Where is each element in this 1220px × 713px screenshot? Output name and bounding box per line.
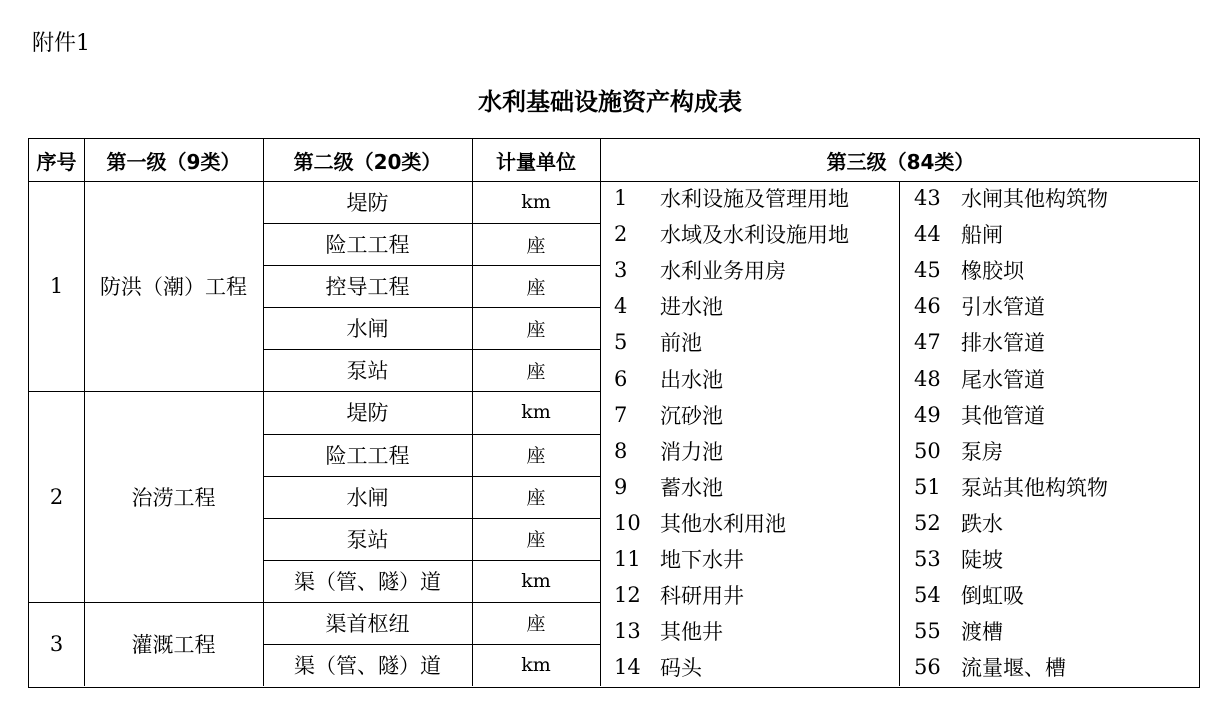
level3-number: 6 [614,366,628,391]
level3-number: 14 [614,655,641,680]
level3-name: 水闸其他构筑物 [961,187,1108,211]
level3-item [914,433,1003,469]
level2-name: 渠（管、隧）道 [294,653,441,678]
level3-item [914,216,1003,252]
level3-number: 44 [914,222,941,247]
level3-number: 45 [914,258,941,283]
level3-item [614,577,744,613]
level2-name: 水闸 [346,317,389,342]
level3-name: 引水管道 [961,295,1045,320]
table-horizontal-rule [263,518,600,519]
header-unit: 计量单位 [496,149,576,174]
level3-item [914,361,1045,397]
level2-name: 堤防 [346,401,389,426]
level3-name: 其他管道 [961,403,1045,428]
level3-name: 倒虹吸 [961,584,1024,609]
group-seq: 1 [49,274,64,299]
level2-name: 渠（管、隧）道 [294,569,441,594]
level3-item [914,397,1045,433]
level3-name: 泵站其他构筑物 [961,475,1108,500]
level3-number: 56 [914,655,941,680]
level3-name: 泵房 [961,439,1003,464]
group-level1-name: 灌溉工程 [131,632,216,657]
level3-name: 沉砂池 [660,403,723,428]
level3-name: 蓄水池 [660,475,723,500]
level3-number: 5 [614,330,628,355]
level3-name: 水域及水利设施用地 [660,223,849,248]
level3-name: 橡胶坝 [961,259,1024,284]
level3-name: 进水池 [660,295,723,320]
level3-number: 11 [614,547,641,571]
level3-number: 55 [914,619,941,644]
level3-name: 科研用井 [660,584,744,609]
level3-number: 46 [914,294,941,319]
level3-number: 49 [914,402,941,427]
level3-number: 47 [914,330,941,355]
unit-value: 座 [526,487,546,510]
level3-item [614,288,723,324]
table-vertical-rule [600,139,601,686]
table-horizontal-rule [263,434,600,435]
table-vertical-rule [899,181,900,686]
table-horizontal-rule [263,265,600,266]
header-level2: 第二级（20类） [293,149,442,174]
level3-item [614,433,723,469]
level3-number: 2 [614,222,628,247]
level3-name: 前池 [660,331,702,356]
group-seq: 3 [49,631,64,656]
level2-name: 险工工程 [325,443,410,468]
level3-name: 船闸 [961,223,1003,248]
level3-number: 54 [914,583,941,608]
unit-value: 座 [526,360,546,383]
level3-name: 地下水井 [660,548,744,572]
level2-name: 水闸 [346,485,389,510]
level3-item [914,613,1003,649]
level2-name: 险工工程 [325,233,410,258]
level3-item [914,505,1003,541]
level3-item [914,324,1045,360]
level3-name: 流量堰、槽 [961,656,1066,681]
table-horizontal-rule [263,644,600,645]
level3-item [914,252,1024,288]
table-title: 水利基础设施资产构成表 [478,88,742,116]
level3-item [914,180,1108,216]
level3-item [614,505,786,541]
group-level1-name: 防洪（潮）工程 [100,275,247,300]
table-horizontal-rule [263,223,600,224]
table-horizontal-rule [263,560,600,561]
level3-number: 48 [914,366,941,391]
unit-value: 座 [526,234,546,257]
level3-item [614,649,702,685]
asset-composition-table [28,138,1200,688]
level3-number: 52 [914,510,941,535]
header-level3: 第三级（84类） [826,149,975,174]
unit-value: 座 [526,318,546,341]
unit-value: 座 [526,445,546,468]
header-level1: 第一级（9类） [106,149,241,174]
level3-item [914,541,1003,577]
unit-value: km [521,569,551,592]
level3-name: 其他水利用池 [660,511,786,536]
level3-item [614,180,849,216]
unit-value: 座 [526,529,546,552]
unit-value: 座 [526,276,546,299]
level3-number: 13 [614,619,641,644]
unit-value: km [521,401,551,424]
level2-name: 控导工程 [325,275,410,300]
level3-number: 53 [914,547,941,571]
level3-number: 43 [914,186,941,210]
level3-item [914,469,1108,505]
level3-name: 水利业务用房 [660,259,786,284]
level3-item [614,469,723,505]
group-level1-name: 治涝工程 [131,485,216,510]
level3-item [614,324,702,360]
level3-number: 9 [614,474,628,499]
level3-item [914,288,1045,324]
unit-value: 座 [526,613,546,636]
level3-number: 12 [614,583,641,608]
level3-item [914,649,1066,685]
level3-item [614,361,723,397]
header-seq: 序号 [36,149,77,174]
table-horizontal-rule [263,307,600,308]
level3-name: 消力池 [660,439,723,464]
level3-item [614,397,723,433]
unit-value: km [521,653,551,676]
level3-name: 码头 [660,656,702,681]
unit-value: km [521,191,551,214]
table-horizontal-rule [263,476,600,477]
level3-number: 8 [614,438,628,463]
level3-number: 7 [614,402,628,427]
level3-name: 排水管道 [961,331,1045,356]
level3-number: 3 [614,258,628,283]
attachment-label: 附件1 [32,31,90,56]
level2-name: 泵站 [346,359,389,384]
table-horizontal-rule [263,349,600,350]
level2-name: 渠首枢纽 [325,611,410,636]
level3-item [614,252,786,288]
level3-item [614,613,723,649]
level3-number: 4 [614,294,628,319]
level3-number: 1 [614,186,628,210]
level3-number: 51 [914,474,941,499]
level3-name: 渡槽 [961,620,1003,645]
level3-name: 水利设施及管理用地 [660,187,849,211]
level3-name: 其他井 [660,620,723,645]
level3-item [914,577,1024,613]
level2-name: 泵站 [346,527,389,552]
group-seq: 2 [49,484,64,509]
level3-name: 出水池 [660,367,723,392]
level3-name: 跌水 [961,511,1003,536]
level3-item [614,216,849,252]
level3-name: 尾水管道 [961,367,1045,392]
level3-number: 50 [914,438,941,463]
level3-number: 10 [614,510,641,535]
level3-item [614,541,744,577]
level2-name: 堤防 [346,191,389,216]
level3-name: 陡坡 [961,548,1003,572]
